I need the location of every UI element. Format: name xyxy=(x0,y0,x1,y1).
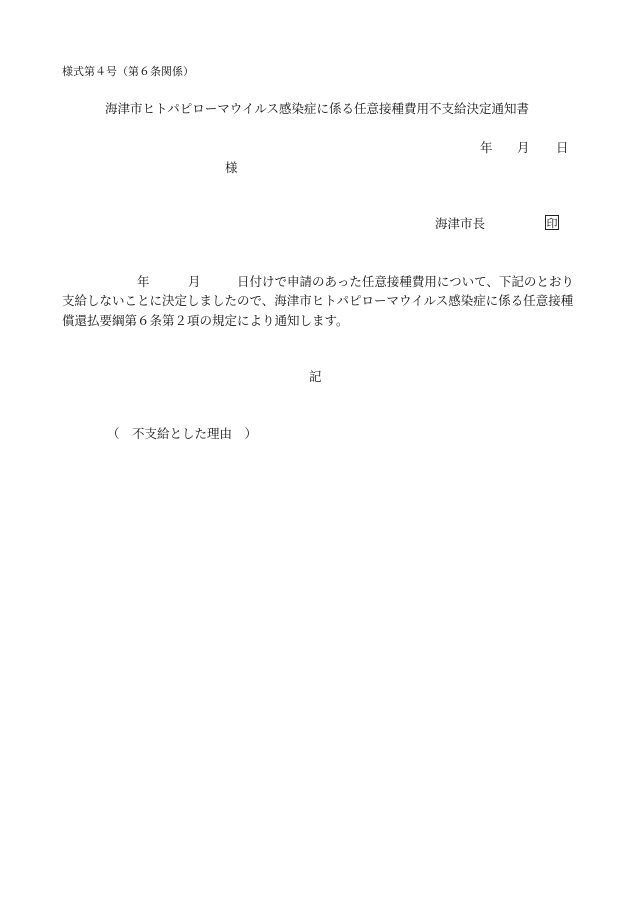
recipient-suffix: 様 xyxy=(225,160,238,175)
body-month-label: 月 xyxy=(188,274,201,289)
date-day-label: 日 xyxy=(556,140,569,155)
reason-label: （ 不支給とした理由 ） xyxy=(107,426,258,441)
seal-stamp-box: 印 xyxy=(546,217,558,230)
body-line-1: 日付けで申請のあった任意接種費用について、下記のとおり xyxy=(237,274,574,289)
document-title: 海津市ヒトパピローマウイルス感染症に係る任意接種費用不支給決定通知書 xyxy=(105,101,530,116)
form-number: 様式第４号（第６条関係） xyxy=(62,65,194,78)
date-month-label: 月 xyxy=(517,140,530,155)
body-year-label: 年 xyxy=(137,274,150,289)
sender-name: 海津市長 xyxy=(435,216,486,231)
body-line-2: 支給しないことに決定しましたので、海津市ヒトパピローマウイルス感染症に係る任意接種 xyxy=(62,293,574,308)
record-heading: 記 xyxy=(309,369,322,384)
body-line-3: 償還払要綱第６条第２項の規定により通知します。 xyxy=(62,313,349,328)
date-year-label: 年 xyxy=(480,140,493,155)
